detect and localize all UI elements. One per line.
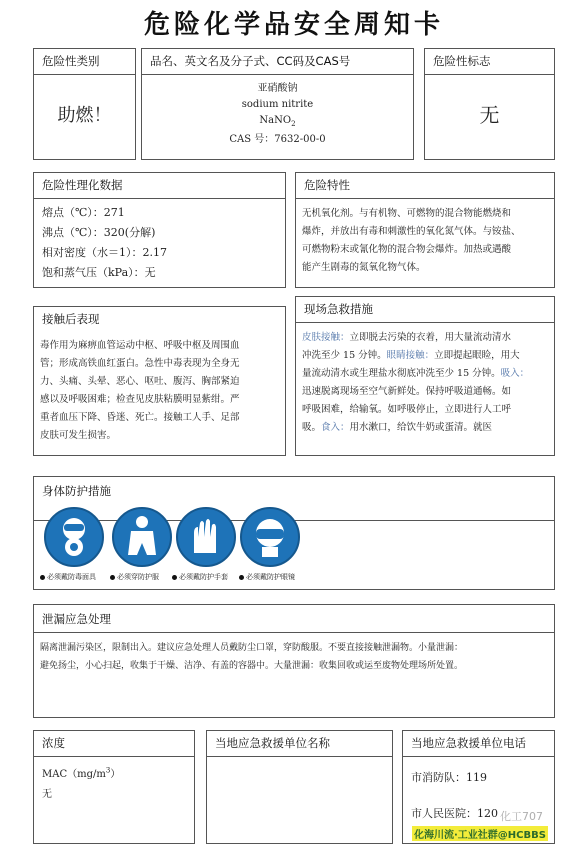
first-aid-text: 量流动清水或生理盐水彻底冲洗至少 15 分钟。 bbox=[302, 368, 501, 379]
rescue-phone-hospital: 市人民医院：120 bbox=[411, 807, 498, 820]
first-aid-line bbox=[302, 329, 554, 347]
first-aid-text: 立即提起眼睑，用大 bbox=[434, 350, 520, 361]
exposure-line: 毒作用为麻痹血管运动中枢、呼吸中枢及周围血 bbox=[40, 340, 240, 351]
hazard-class-label: 危险性类别 bbox=[34, 49, 135, 75]
exposure-line: 力、头痛、头晕、恶心、呕吐、腹泻、胸部紧迫 bbox=[40, 376, 240, 387]
first-aid-line bbox=[302, 365, 554, 383]
substance-name-en: sodium nitrite bbox=[241, 99, 314, 110]
physchem-label: 危险性理化数据 bbox=[34, 173, 285, 199]
first-aid-route-label: 眼睛接触： bbox=[386, 350, 435, 361]
hazard-class-value: 助燃！ bbox=[57, 105, 112, 126]
first-aid-text: 立即脱去污染的衣着，用大量流动清水 bbox=[349, 332, 512, 343]
concentration-label: 浓度 bbox=[34, 731, 194, 757]
hazard-props-lines bbox=[296, 205, 554, 277]
physchem-line: 相对密度（水＝1）：2.17 bbox=[42, 246, 167, 259]
first-aid-line bbox=[302, 383, 554, 401]
hazard-props-label: 危险特性 bbox=[296, 173, 554, 199]
physchem-line: 饱和蒸气压（kPa）：无 bbox=[42, 266, 156, 279]
concentration-value: 无 bbox=[42, 789, 52, 800]
first-aid-text: 呼吸困难，给输氧。如呼吸停止，立即进行人工呼 bbox=[302, 404, 512, 415]
physchem-line: 熔点（℃）：271 bbox=[42, 206, 125, 219]
hazard-props-line: 无机氧化剂。与有机物、可燃物的混合物能燃烧和 bbox=[302, 208, 512, 219]
concentration-box bbox=[33, 730, 195, 844]
protective-suit-icon bbox=[112, 507, 172, 567]
rescue-phone-label: 当地应急救援单位电话 bbox=[403, 731, 554, 757]
first-aid-route-label: 食入： bbox=[321, 422, 350, 433]
exposure-line: 感以及呼吸困难；检查见皮肤粘膜明显紫绀。严 bbox=[40, 394, 240, 405]
physchem-line: 沸点（℃）：320(分解) bbox=[42, 226, 156, 239]
exposure-label: 接触后表现 bbox=[42, 312, 100, 326]
substance-cas: CAS 号：7632-00-0 bbox=[229, 134, 326, 145]
caption-suit: 必须穿防护服 bbox=[110, 572, 159, 582]
watermark-top: 化工707 bbox=[500, 810, 543, 823]
gas-mask-icon bbox=[44, 507, 104, 567]
first-aid-route-label: 吸入： bbox=[500, 368, 530, 379]
protective-goggles-icon bbox=[240, 507, 300, 567]
first-aid-text: 迅速脱离现场至空气新鲜处。保持呼吸道通畅。如 bbox=[302, 386, 512, 397]
first-aid-text: 吸。 bbox=[302, 422, 322, 433]
substance-formula: NaNO$_2$ bbox=[259, 115, 296, 128]
leak-box bbox=[33, 604, 555, 718]
hazard-props-line: 爆炸，并放出有毒和刺激性的氧化氮气体。与铵盐、 bbox=[302, 226, 521, 237]
substance-label: 品名、英文名及分子式、CC码及CAS号 bbox=[142, 49, 413, 75]
first-aid-route-label: 皮肤接触： bbox=[302, 332, 350, 343]
first-aid-text: 用水漱口，给饮牛奶或蛋清。就医 bbox=[349, 422, 493, 433]
exposure-box bbox=[33, 306, 286, 456]
watermark-bottom: 化海川流·工业社群@HCBBS bbox=[412, 826, 548, 841]
leak-lines bbox=[34, 639, 554, 675]
physchem-lines bbox=[34, 203, 285, 283]
first-aid-box bbox=[295, 296, 555, 456]
concentration-mac: $MAC(mg/m^3)$ bbox=[42, 766, 121, 780]
rescue-unit-box bbox=[206, 730, 393, 844]
hazard-mark-box bbox=[424, 48, 555, 160]
hazard-props-line: 可燃物粉末或氰化物的混合物会爆炸。加热或遇酸 bbox=[302, 244, 512, 255]
hazard-mark-label: 危险性标志 bbox=[425, 49, 554, 75]
first-aid-label: 现场急救措施 bbox=[296, 297, 554, 323]
leak-label: 泄漏应急处理 bbox=[34, 607, 554, 633]
exposure-lines bbox=[34, 337, 285, 445]
hazard-class-box bbox=[33, 48, 136, 160]
protection-label: 身体防护措施 bbox=[42, 484, 111, 498]
hazard-props-line: 能产生剧毒的氮氧化物气体。 bbox=[302, 262, 426, 273]
first-aid-line bbox=[302, 347, 554, 365]
caption-goggles: 必须戴防护眼镜 bbox=[239, 572, 295, 582]
page-title: 危险化学品安全周知卡 bbox=[143, 10, 444, 40]
first-aid-line bbox=[302, 401, 554, 419]
substance-name-cn: 亚硝酸钠 bbox=[257, 83, 298, 94]
hazard-props-box bbox=[295, 172, 555, 288]
substance-box bbox=[141, 48, 414, 160]
rescue-phone-fire: 市消防队：119 bbox=[411, 771, 487, 784]
caption-gloves: 必须戴防护手套 bbox=[172, 572, 228, 582]
physchem-box bbox=[33, 172, 286, 288]
exposure-line: 重者血压下降、昏迷、死亡。接触工人手、足部 bbox=[40, 412, 240, 423]
leak-line: 避免扬尘，小心扫起，收集于干燥、洁净、有盖的容器中。大量泄漏：收集回收或运至废物处理场所处置。 bbox=[40, 661, 464, 671]
protection-box bbox=[33, 476, 555, 590]
caption-gas-mask: 必须戴防毒面具 bbox=[40, 572, 96, 582]
leak-line: 隔离泄漏污染区，限制出入。建议应急处理人员戴防尘口罩，穿防酸服。不要直接接触泄漏物。小量泄漏： bbox=[40, 643, 464, 653]
exposure-line: 皮肤可发生损害。 bbox=[40, 430, 117, 441]
exposure-line: 管；形成高铁血红蛋白。急性中毒表现为全身无 bbox=[40, 358, 240, 369]
rescue-unit-label: 当地应急救援单位名称 bbox=[207, 731, 392, 757]
hazard-mark-value: 无 bbox=[479, 103, 500, 127]
first-aid-lines bbox=[296, 329, 554, 437]
protective-gloves-icon bbox=[176, 507, 236, 567]
first-aid-line bbox=[302, 419, 554, 437]
first-aid-text: 冲洗至少 15 分钟。 bbox=[302, 350, 387, 361]
